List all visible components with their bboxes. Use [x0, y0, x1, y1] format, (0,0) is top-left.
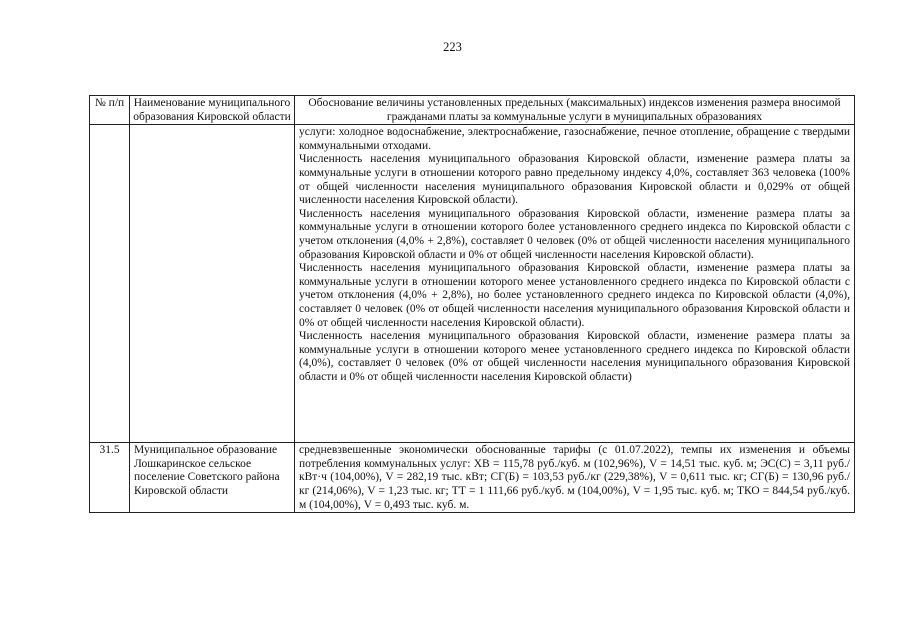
page-number: 223: [443, 40, 462, 54]
header-municipality-name: Наименование муниципального образования Кировской области: [130, 96, 295, 125]
paragraph: услуги: холодное водоснабжение, электроснабжение, газоснабжение, печное отопление, обращение с твердыми коммунальными отходами.: [299, 126, 850, 152]
paragraph: Численность населения муниципального образования Кировской области, изменение размера платы за коммунальные услуги в отношении которого равно предельному индексу 4,0%, составляет 363 человека (100% от общей численности населения муниципального образования Кировской области и 0,029% от общей численности населения Кировской области).: [299, 153, 850, 207]
municipality-name: Муниципальное образование Лошкаринское сельское поселение Советского района Кировской области: [130, 443, 295, 513]
table-row: [90, 125, 855, 443]
municipality-name: [130, 125, 295, 443]
header-justification: Обоснование величины установленных предельных (максимальных) индексов изменения размера вносимой гражданами платы за коммунальные услуги в муниципальных образованиях: [295, 96, 855, 125]
justification-text: [295, 125, 855, 443]
row-number: 31.5: [90, 443, 130, 513]
header-number: № п/п: [90, 96, 130, 125]
paragraph: Численность населения муниципального образования Кировской области, изменение размера платы за коммунальные услуги в отношении которого более установленного среднего индекса по Кировской области с учетом отклонения (4,0% + 2,8%), составляет 0 человек (0% от общей численности населения муниципального образования Кировской области и 0% от общей численности населения Кировской области).: [299, 207, 850, 261]
table-row: [90, 443, 855, 513]
tariff-table: [89, 95, 855, 513]
table-header-row: [90, 96, 855, 125]
paragraph: Численность населения муниципального образования Кировской области, изменение размера платы за коммунальные услуги в отношении которого менее установленного среднего индекса по Кировской области с учетом отклонения (4,0% + 2,8%), но более установленного среднего индекса по Кировской области (4,0%), составляет 0 человек (0% от общей численности населения муниципального образования Кировской области и 0% от общей численности населения Кировской области).: [299, 262, 850, 329]
justification-text: [295, 443, 855, 513]
row-number: [90, 125, 130, 443]
paragraph: Численность населения муниципального образования Кировской области, изменение размера платы за коммунальные услуги в отношении которого менее установленного среднего индекса по Кировской области (4,0%), составляет 0 человек (0% от общей численности населения муниципального образования Кировской области и 0% от общей численности населения Кировской области): [299, 330, 850, 383]
paragraph: средневзвешенные экономически обоснованные тарифы (с 01.07.2022), темпы их изменения и объемы потребления коммунальных услуг: ХВ = 115,78 руб./куб. м (102,96%), V = 14,51 тыс. куб. м; ЭС(С) = 3,11 руб./кВт·ч (104,00%), V = 282,19 тыс. кВт; СГ(Б) = 103,53 руб./кг (229,38%), V = 0,611 тыс. кг; СГ(Б) = 130,96 руб./кг (214,06%), V = 1,23 тыс. кг; ТТ = 1 111,66 руб./куб. м (104,00%), V = 1,95 тыс. куб. м; ТКО = 844,54 руб./куб. м (104,00%), V = 0,493 тыс. куб. м.: [299, 444, 850, 511]
